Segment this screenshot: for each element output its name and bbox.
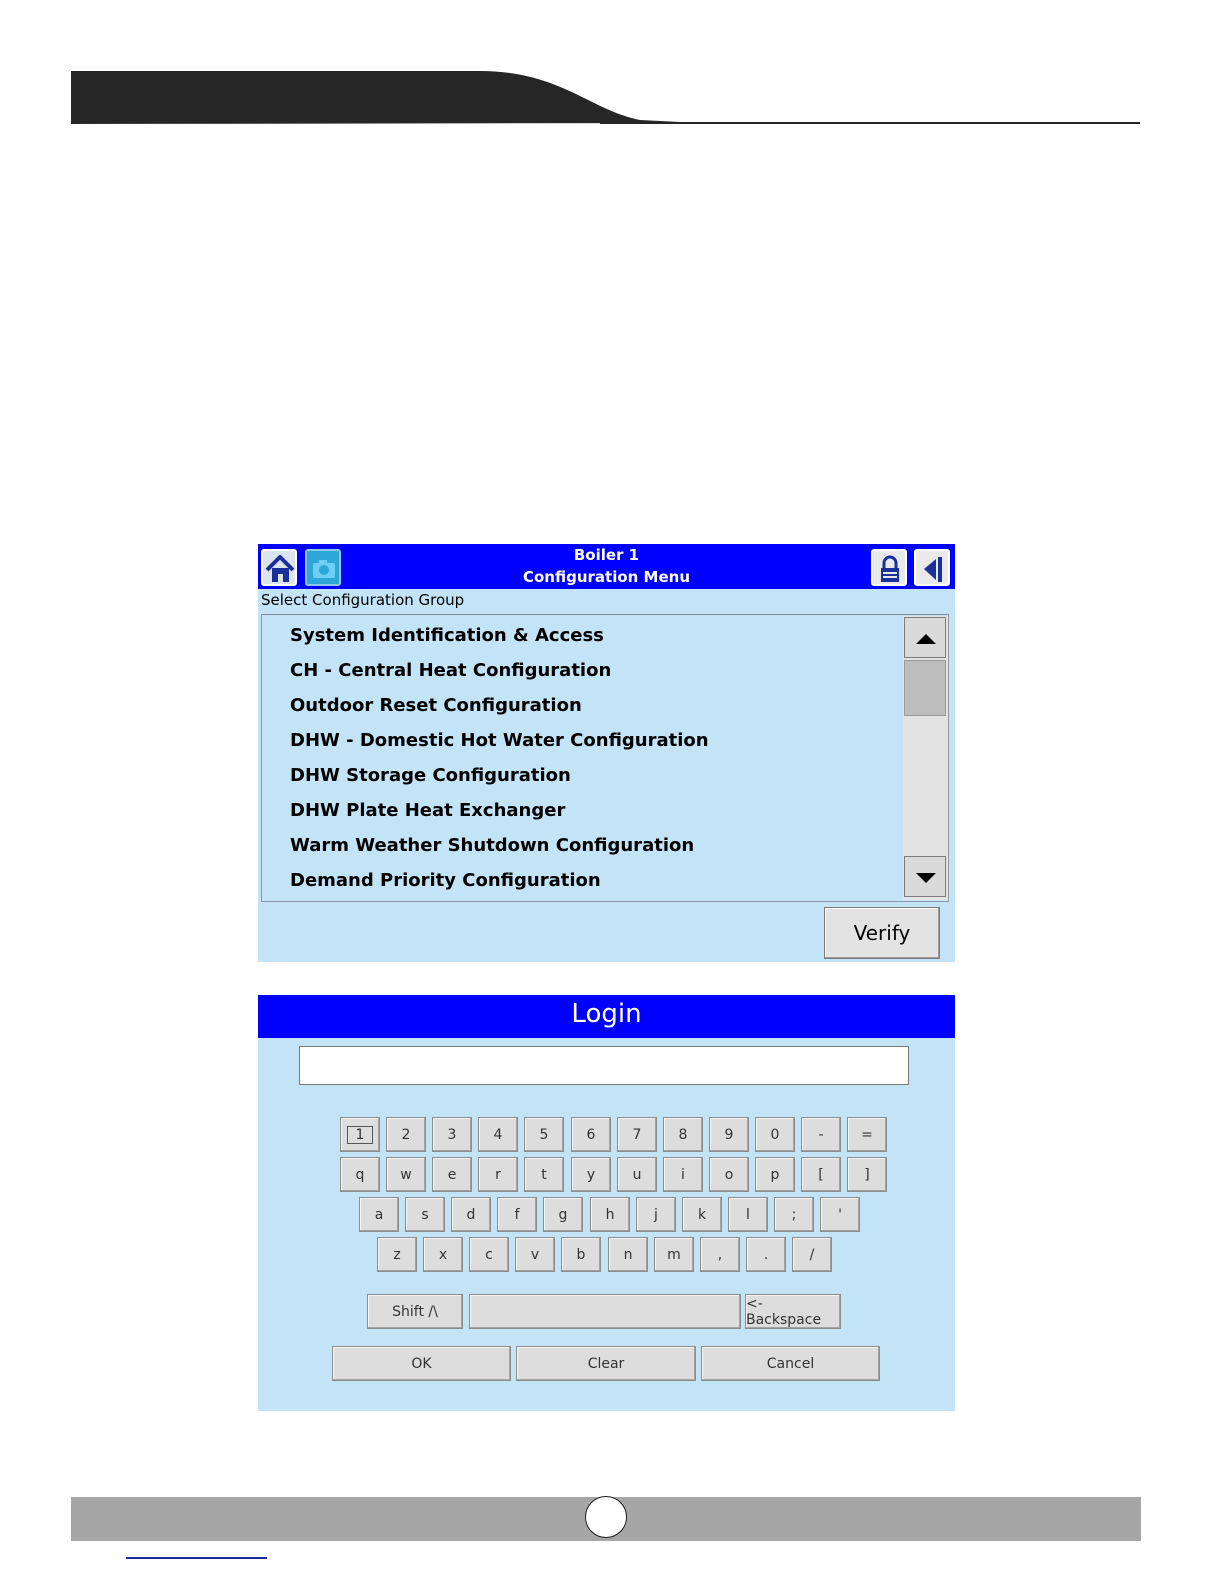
- keyboard-key[interactable]: [774, 1197, 814, 1232]
- keyboard-key[interactable]: [451, 1197, 491, 1232]
- scroll-thumb[interactable]: [904, 660, 946, 716]
- list-item[interactable]: DHW Plate Heat Exchanger: [290, 800, 566, 821]
- key-label: 0: [770, 1126, 780, 1143]
- key-label: i: [681, 1166, 685, 1183]
- keyboard-key[interactable]: [386, 1157, 426, 1192]
- keyboard-key[interactable]: [617, 1157, 657, 1192]
- space-key[interactable]: [469, 1294, 741, 1329]
- configuration-menu-screen: [258, 544, 955, 962]
- key-label: q: [355, 1166, 365, 1183]
- key-label: g: [558, 1206, 568, 1223]
- keyboard-key[interactable]: [608, 1237, 648, 1272]
- key-label: l: [746, 1206, 750, 1223]
- ok-button[interactable]: OK: [332, 1346, 511, 1381]
- scrollbar[interactable]: [903, 616, 948, 900]
- backspace-key[interactable]: <- Backspace: [745, 1294, 841, 1329]
- keyboard-key[interactable]: [709, 1117, 749, 1152]
- key-label: f: [514, 1206, 520, 1223]
- keyboard-key[interactable]: [847, 1157, 887, 1192]
- key-label: 3: [447, 1126, 457, 1143]
- scroll-down-button[interactable]: [904, 856, 946, 897]
- key-label: [: [818, 1166, 824, 1183]
- key-label: ,: [717, 1246, 723, 1263]
- arrow-down-icon: [905, 857, 947, 898]
- list-item[interactable]: DHW Storage Configuration: [290, 765, 571, 786]
- back-button[interactable]: [914, 549, 950, 586]
- keyboard-key[interactable]: [682, 1197, 722, 1232]
- key-label: 9: [724, 1126, 734, 1143]
- keyboard-key[interactable]: [340, 1117, 380, 1152]
- keyboard-key[interactable]: [728, 1197, 768, 1232]
- key-label: ]: [864, 1166, 870, 1183]
- key-label: x: [438, 1246, 448, 1263]
- key-label: k: [697, 1206, 707, 1223]
- keyboard-key[interactable]: [432, 1157, 472, 1192]
- page-footer-band: [71, 1497, 1141, 1541]
- key-label: .: [763, 1246, 769, 1263]
- keyboard-key[interactable]: [663, 1157, 703, 1192]
- scroll-up-button[interactable]: [904, 617, 946, 658]
- keyboard-key[interactable]: [469, 1237, 509, 1272]
- keyboard-key[interactable]: [478, 1117, 518, 1152]
- screen-title-line2: Configuration Menu: [522, 568, 691, 586]
- keyboard-key[interactable]: [755, 1117, 795, 1152]
- key-label: 7: [632, 1126, 642, 1143]
- key-label: a: [374, 1206, 384, 1223]
- key-label: y: [586, 1166, 596, 1183]
- keyboard-key[interactable]: [524, 1157, 564, 1192]
- list-caption: Select Configuration Group: [261, 591, 465, 609]
- keyboard-key[interactable]: [524, 1117, 564, 1152]
- login-title-bar: [258, 995, 955, 1038]
- keyboard-key[interactable]: [847, 1117, 887, 1152]
- list-item[interactable]: DHW - Domestic Hot Water Configuration: [290, 730, 709, 751]
- list-item[interactable]: Outdoor Reset Configuration: [290, 695, 582, 716]
- keyboard-key[interactable]: [543, 1197, 583, 1232]
- keyboard-key[interactable]: [617, 1117, 657, 1152]
- key-label: 1: [347, 1126, 374, 1144]
- list-item[interactable]: CH - Central Heat Configuration: [290, 660, 612, 681]
- back-arrow-icon: [916, 551, 952, 588]
- key-label: 8: [678, 1126, 688, 1143]
- keyboard-key[interactable]: [359, 1197, 399, 1232]
- key-label: 2: [401, 1126, 411, 1143]
- keyboard-key[interactable]: [497, 1197, 537, 1232]
- screen-title-line1: Boiler 1: [573, 546, 640, 564]
- login-screen: [258, 995, 955, 1411]
- keyboard-key[interactable]: [423, 1237, 463, 1272]
- key-label: =: [861, 1126, 873, 1143]
- page-header-band: [0, 0, 1224, 130]
- password-input[interactable]: [299, 1046, 909, 1085]
- keyboard-key[interactable]: [515, 1237, 555, 1272]
- footer-link-underline: [126, 1557, 267, 1559]
- cancel-button[interactable]: Cancel: [701, 1346, 880, 1381]
- lock-icon: [873, 551, 909, 588]
- key-label: u: [632, 1166, 642, 1183]
- clear-button[interactable]: Clear: [516, 1346, 696, 1381]
- key-label: ': [838, 1206, 842, 1223]
- key-label: s: [421, 1206, 429, 1223]
- verify-button[interactable]: Verify: [824, 907, 940, 959]
- key-label: 6: [586, 1126, 596, 1143]
- shift-key[interactable]: Shift /\: [367, 1294, 463, 1329]
- title-bar: [258, 544, 955, 589]
- key-label: t: [541, 1166, 547, 1183]
- login-title: Login: [571, 999, 642, 1029]
- keyboard-key[interactable]: [561, 1237, 601, 1272]
- key-label: n: [623, 1246, 633, 1263]
- key-label: m: [667, 1246, 681, 1263]
- keyboard-key[interactable]: [820, 1197, 860, 1232]
- key-label: d: [466, 1206, 476, 1223]
- list-item[interactable]: System Identification & Access: [290, 625, 604, 646]
- key-label: e: [447, 1166, 457, 1183]
- key-label: c: [485, 1246, 493, 1263]
- key-label: r: [495, 1166, 501, 1183]
- keyboard-key[interactable]: [654, 1237, 694, 1272]
- key-label: v: [530, 1246, 540, 1263]
- key-label: o: [724, 1166, 734, 1183]
- keyboard-key[interactable]: [432, 1117, 472, 1152]
- arrow-up-icon: [905, 618, 947, 659]
- configuration-group-list[interactable]: [261, 614, 949, 902]
- key-label: j: [654, 1206, 658, 1223]
- keyboard-key[interactable]: [700, 1237, 740, 1272]
- keyboard-key[interactable]: [405, 1197, 445, 1232]
- keyboard-key[interactable]: [801, 1157, 841, 1192]
- keyboard-key[interactable]: [386, 1117, 426, 1152]
- key-label: 5: [539, 1126, 549, 1143]
- key-label: z: [393, 1246, 401, 1263]
- keyboard-key[interactable]: [340, 1157, 380, 1192]
- keyboard-key[interactable]: [792, 1237, 832, 1272]
- key-label: 4: [493, 1126, 503, 1143]
- key-label: h: [605, 1206, 615, 1223]
- key-label: /: [809, 1246, 815, 1263]
- keyboard-key[interactable]: [478, 1157, 518, 1192]
- keyboard-key[interactable]: [746, 1237, 786, 1272]
- key-label: -: [818, 1126, 824, 1143]
- lock-button[interactable]: [871, 549, 907, 586]
- keyboard-key[interactable]: [636, 1197, 676, 1232]
- keyboard-key[interactable]: [571, 1117, 611, 1152]
- key-label: ;: [791, 1206, 797, 1223]
- key-label: b: [576, 1246, 586, 1263]
- page-number-circle: [585, 1496, 627, 1538]
- keyboard-key[interactable]: [755, 1157, 795, 1192]
- key-label: p: [770, 1166, 780, 1183]
- keyboard-key[interactable]: [377, 1237, 417, 1272]
- keyboard-key[interactable]: [571, 1157, 611, 1192]
- keyboard-key[interactable]: [801, 1117, 841, 1152]
- keyboard-key[interactable]: [709, 1157, 749, 1192]
- list-item[interactable]: Demand Priority Configuration: [290, 870, 601, 891]
- list-item[interactable]: Warm Weather Shutdown Configuration: [290, 835, 695, 856]
- keyboard-key[interactable]: [663, 1117, 703, 1152]
- key-label: w: [400, 1166, 412, 1183]
- keyboard-key[interactable]: [590, 1197, 630, 1232]
